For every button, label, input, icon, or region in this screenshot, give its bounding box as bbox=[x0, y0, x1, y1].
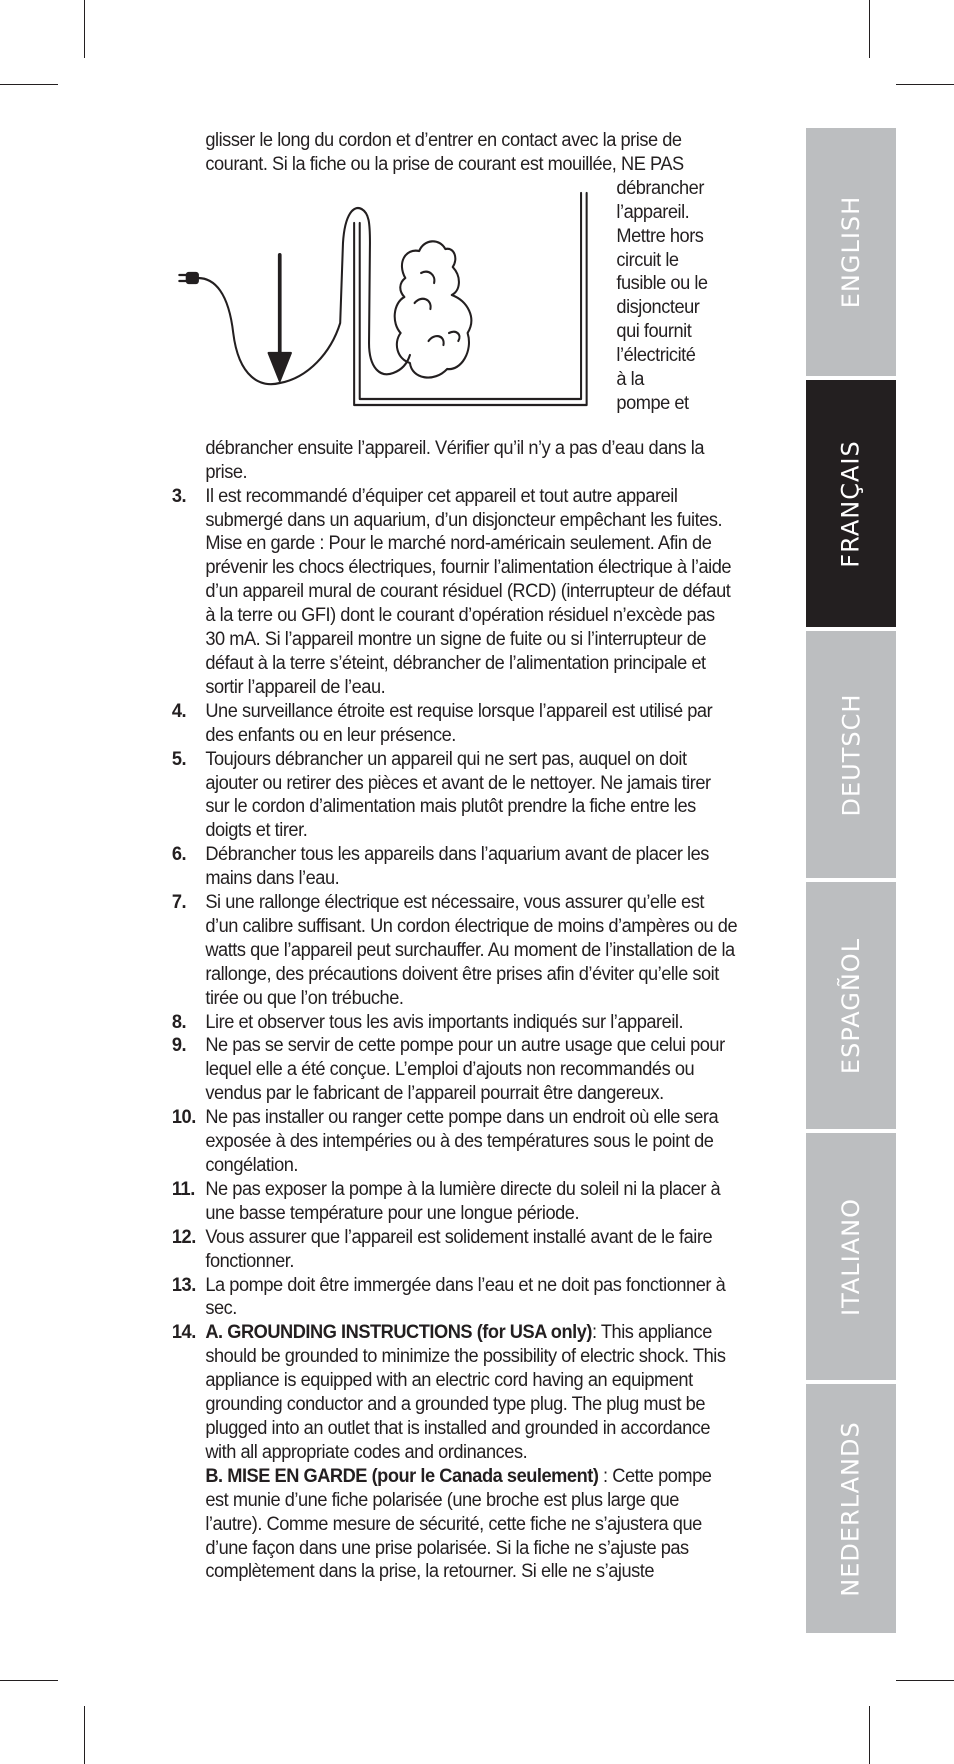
list-item bbox=[170, 1178, 737, 1226]
item-text: La pompe doit être immergée dans l’eau et ne doit pas fonctionner à sec. bbox=[205, 1273, 726, 1320]
list-item bbox=[170, 891, 737, 1011]
list-item bbox=[170, 700, 737, 748]
tab-label: NEDERLANDS bbox=[837, 1420, 866, 1597]
after-figure-paragraph: débrancher ensuite l’appareil. Vérifier qu’il n’y a pas d’eau dans la prise. bbox=[205, 436, 705, 483]
tab-label: ESPAGÑOL bbox=[837, 937, 865, 1074]
intro-paragraph: glisser le long du cordon et d’entrer en contact avec la prise de courant. Si la fiche ou la prise de courant est mouillée, NE PAS bbox=[205, 129, 684, 175]
item-text: Une surveillance étroite est requise lorsque l’appareil est utilisé par des enfants ou en leur présence. bbox=[205, 699, 713, 746]
grounding-usa-text: : This appliance should be grounded to minimize the possibility of electric shock. This appliance is equipped with an electric cord having an equipment grounding conductor and a grounded type plug. The plug must be plugged into an outlet that is installed and grounded in accordance with all appropriate codes and ordinances. bbox=[205, 1321, 726, 1463]
tab-english[interactable] bbox=[806, 128, 896, 376]
item-text: Si une rallonge électrique est nécessaire, vous assurer qu’elle est d’un calibre suffisant. Un cordon électrique de moins d’ampères ou de watts que l’appareil peut surchauffer. Au moment de l’installation de la rallonge, des précautions doivent être prises afin d’éviter qu’elle soit tirée ou que l’on trébuche. bbox=[205, 891, 738, 1009]
plug-icon bbox=[179, 273, 198, 283]
item-number: 10. bbox=[171, 1106, 196, 1129]
item-number: 11. bbox=[171, 1177, 195, 1200]
item-number: 14. bbox=[171, 1321, 196, 1344]
safety-figure-block bbox=[170, 177, 737, 437]
crop-mark bbox=[0, 84, 58, 85]
wrap-line: débrancher bbox=[616, 176, 704, 199]
list-item bbox=[170, 1274, 737, 1322]
item-number: 4. bbox=[171, 699, 187, 722]
tab-label: DEUTSCH bbox=[837, 693, 866, 816]
tab-label: ITALIANO bbox=[837, 1197, 866, 1316]
item-number: 3. bbox=[171, 484, 187, 507]
canada-warning-heading: B. MISE EN GARDE (pour le Canada seulement) bbox=[205, 1464, 599, 1487]
list-item bbox=[170, 1034, 737, 1106]
wrap-line: l’appareil. bbox=[616, 200, 690, 223]
crop-mark bbox=[84, 0, 85, 58]
wrap-line: circuit le bbox=[616, 248, 679, 271]
crop-mark bbox=[869, 0, 870, 58]
crop-mark bbox=[896, 1680, 954, 1681]
item-number: 9. bbox=[171, 1034, 187, 1057]
crop-mark bbox=[84, 1706, 85, 1764]
tab-deutsch[interactable] bbox=[806, 631, 896, 878]
item-number: 6. bbox=[171, 843, 187, 866]
wrap-line: l’électricité bbox=[616, 344, 696, 367]
list-item bbox=[170, 1226, 737, 1274]
list-item bbox=[170, 748, 737, 844]
item-number: 13. bbox=[171, 1273, 196, 1296]
tab-label: ENGLISH bbox=[837, 195, 866, 309]
canada-warning-text: : Cette pompe est munie d’une fiche polarisée (une broche est plus large que l’autre). Comme mesure de sécurité, cette fiche ne s’ajustera que d’une façon dans une prise polarisée. Si la fiche ne s’ajuste pas complètement dans la prise, la retourner. Si elle ne s’ajuste bbox=[205, 1464, 712, 1583]
wrap-text-column bbox=[616, 177, 737, 416]
item-text: Vous assurer que l’appareil est solidement installé avant de le faire fonctionner. bbox=[205, 1225, 713, 1272]
crop-mark bbox=[869, 1706, 870, 1764]
grounding-usa-heading: A. GROUNDING INSTRUCTIONS (for USA only) bbox=[205, 1321, 593, 1344]
grounding-usa-paragraph bbox=[205, 1321, 737, 1464]
item-text: Il est recommandé d’équiper cet appareil et tout autre appareil submergé dans un aquarium, d’un disjoncteur empêchant les fuites. Mise en garde : Pour le marché nord-américain seulement. Afin de prévenir les chocs électriques, fournir l’alimentation électrique à l’aide d’un appareil mural de courant résiduel (RCD) (interrupteur de défaut à la terre ou GFI) dont le courant d’opération résiduel n’excède pas 30 mA. Si l’appareil montre un signe de fuite ou si l’interrupteur de défaut à la terre s’éteint, débrancher de l’alimentation principale et sortir l’appareil de l’eau. bbox=[205, 484, 732, 698]
tab-espagnol[interactable] bbox=[806, 882, 896, 1129]
list-item bbox=[170, 485, 737, 700]
wrap-line: fusible ou le bbox=[616, 272, 708, 295]
item-text: Lire et observer tous les avis importants indiqués sur l’appareil. bbox=[205, 1010, 684, 1033]
crop-mark bbox=[0, 1680, 58, 1681]
tab-nederlands[interactable] bbox=[806, 1384, 896, 1633]
language-tabs bbox=[806, 128, 896, 1633]
item-text: Débrancher tous les appareils dans l’aquarium avant de placer les mains dans l’eau. bbox=[205, 843, 709, 890]
list-item bbox=[170, 1011, 737, 1035]
tab-francais[interactable] bbox=[806, 380, 896, 627]
wrap-line: à la bbox=[616, 368, 644, 391]
list-item bbox=[170, 843, 737, 891]
item-text: Ne pas se servir de cette pompe pour un autre usage que celui pour lequel elle a été conçue. L’emploi d’ajouts non recommandés ou vendus par le fabricant de l’appareil pourrait être dangereux. bbox=[205, 1034, 725, 1105]
item-number: 5. bbox=[171, 747, 187, 770]
item-number: 7. bbox=[171, 891, 187, 914]
tab-label: FRANÇAIS bbox=[837, 439, 865, 568]
item-number: 8. bbox=[171, 1010, 187, 1033]
wrap-line: pompe et bbox=[616, 391, 689, 414]
wrap-line: disjoncteur bbox=[616, 296, 700, 319]
instructions-text bbox=[170, 129, 737, 1584]
item-text: Ne pas installer ou ranger cette pompe dans un endroit où elle sera exposée à des intempéries ou à des températures sous le point de congélation. bbox=[205, 1106, 719, 1176]
list-item bbox=[170, 1106, 737, 1178]
list-item-grounding bbox=[170, 1321, 737, 1584]
crop-mark bbox=[896, 84, 954, 85]
wrap-line: Mettre hors bbox=[616, 224, 704, 247]
item-text: Toujours débrancher un appareil qui ne sert pas, auquel on doit ajouter ou retirer des pièces et avant de le nettoyer. Ne jamais tirer sur le cordon d’alimentation mais plutôt prendre la fiche entre les doigts et tirer. bbox=[205, 747, 711, 842]
item-number: 12. bbox=[171, 1225, 196, 1248]
tab-italiano[interactable] bbox=[806, 1133, 896, 1380]
wrap-line: qui fournit bbox=[616, 320, 692, 343]
item-text: Ne pas exposer la pompe à la lumière directe du soleil ni la placer à une basse température pour une longue période. bbox=[205, 1177, 721, 1224]
canada-warning-paragraph bbox=[205, 1465, 737, 1585]
